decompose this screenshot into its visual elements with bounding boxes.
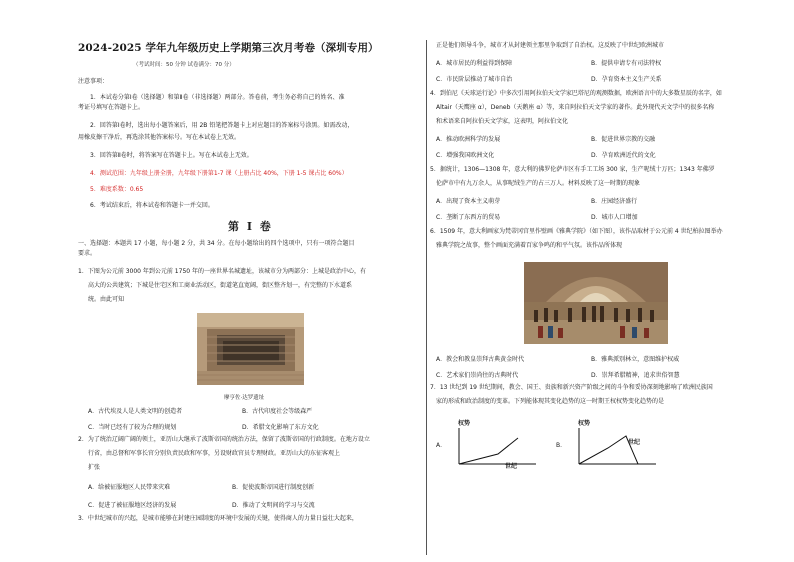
- q1-line: 高大的公共建筑；下城是住宅区和工商业活动区，街道笔直宽阔，街区整齐划一，有完整的下水道系: [88, 282, 353, 289]
- q4-option-c[interactable]: C．增强我国欧洲文化: [436, 152, 495, 159]
- q2-option-b[interactable]: B．促使波斯帝国进行制度创新: [232, 484, 315, 491]
- q1-line: 统。由此可知: [88, 296, 125, 303]
- q1-line: 1．下图为公元前 3000 年到公元前 1750 年的一座世界名城遗址，该城市分为两部分：上城是政治中心，有: [78, 268, 366, 275]
- q4-option-d[interactable]: D．孕育欧洲近代的文化: [591, 152, 656, 159]
- graph-b-y-label: 权势: [578, 420, 591, 427]
- note-line: 6．考试结束后，将本试卷和答题卡一并交回。: [90, 202, 214, 209]
- q5-option-d[interactable]: D．城市人口增加: [591, 214, 638, 221]
- q3-option-c[interactable]: C．市民阶层推动了城市自治: [436, 76, 513, 83]
- graph-a-option[interactable]: A．: [436, 442, 447, 449]
- q4-option-b[interactable]: B．促进世界宗教的交融: [591, 136, 656, 143]
- q6-option-a[interactable]: A．教会和教皇崇拜古典黄金时代: [436, 356, 525, 363]
- q5-option-a[interactable]: A．出现了资本主义萌芽: [436, 198, 501, 205]
- section-intro-line: 要求。: [78, 250, 97, 257]
- q6-option-c[interactable]: C．艺术家们崇尚往的古典时代: [436, 372, 519, 379]
- q2-option-d[interactable]: D．推动了文明间的学习与交流: [232, 502, 315, 509]
- q3-option-a[interactable]: A．城市居民的利益得到保障: [436, 60, 513, 67]
- q5-option-b[interactable]: B．庄园经济盛行: [591, 198, 638, 205]
- graph-a-y-label: 权势: [458, 420, 471, 427]
- q4-line: 和术语来自阿拉伯天文学家，这表明，阿拉伯文化: [436, 118, 569, 125]
- right-column: [430, 0, 766, 562]
- note-line-scope: 4．测试范围：九年级上册全册，九年级下册第1-7 课（上册占比 40%，下册 1-5 课占比 60%）: [90, 170, 348, 177]
- q3-cont-line: 正是他们领导斗争，城市才从封建领主那里争取到了自治权。这反映了中世纪欧洲城市: [436, 42, 665, 49]
- q7-line: 7．13 世纪到 19 世纪期间，教会、国王、贵族和新兴资产阶级之间的斗争和妥协深刻地影响了欧洲民族国: [430, 384, 713, 391]
- q4-line: 4．到伯尼《天球运行论》中多次引用阿拉伯天文学家巴塔尼的观测数据，欧洲语言中的大多数星辰的名字，如: [430, 90, 722, 97]
- graph-b-option[interactable]: B．: [556, 442, 567, 449]
- q1-option-d[interactable]: D．希腊文化影响了东方文化: [242, 424, 319, 431]
- q4-line: Altair（天鹰座 α），Deneb（天鹅座 α）等，来自阿拉伯天文学家的著作。此外现代天文学中的很多名称: [436, 104, 715, 111]
- q6-option-d[interactable]: D．崇拜希腊精神，追求世俗智慧: [591, 372, 680, 379]
- left-column: [78, 0, 420, 562]
- notes-heading: 注意事项：: [78, 78, 109, 85]
- graph-b-x-label: 世纪: [628, 439, 641, 446]
- school-of-athens-painting: [524, 262, 668, 344]
- graph-a-trend: [458, 428, 538, 466]
- q6-line: 雅典学院之故事，整个画面充满着百家争鸣的和平气氛。该作品所体现: [436, 242, 623, 249]
- q4-option-a[interactable]: A．推动欧洲科学的发展: [436, 136, 501, 143]
- q1-option-b[interactable]: B．古代印度社会等级森严: [242, 408, 313, 415]
- q6-option-b[interactable]: B．雅典派别林立，意图维护权威: [591, 356, 680, 363]
- q6-line: 6．1509 年，意大利画家为梵蒂冈宫里作壁画《雅典学院》（如下图），该作品取材于公元前 4 世纪柏拉图举办: [430, 228, 723, 235]
- q7-line: 家的形成和政治制度的变革。下列能体现其变化趋势的这一时期王权权势变化趋势的是: [436, 398, 665, 405]
- q5-line: 5．据统计，1306—1308 年，意大利的佛罗伦萨市区有手工工场 300 家，生产呢绒十万匹；1343 年佛罗: [430, 166, 715, 173]
- note-line: 1．本试卷分第Ⅰ卷（选择题）和第Ⅱ卷（非选择题）两部分。答卷前，考生务必将自己的姓名、准: [90, 94, 345, 101]
- q3-option-d[interactable]: D．孕育资本主义生产关系: [591, 76, 662, 83]
- exam-title: 2024-2025 学年九年级历史上学期第三次月考卷（深圳专用）: [78, 42, 379, 54]
- note-line-difficulty: 5．难度系数：0.65: [90, 186, 144, 193]
- note-line: 3．回答第Ⅱ卷时，将答案写在答题卡上。写在本试卷上无效。: [90, 152, 253, 159]
- q1-option-c[interactable]: C．当时已经有了较为合理的规划: [88, 424, 177, 431]
- q2-line: 2．为了统治辽阔广阔的领土，亚历山大继承了波斯帝国的统治方法，保留了波斯帝国的行政制度。在地方设立: [78, 436, 370, 443]
- mohenjo-daro-photo: [197, 313, 304, 385]
- section-title: 第 Ⅰ 卷: [228, 220, 273, 233]
- q1-photo-caption: 摩亨佐·达罗遗址: [224, 395, 265, 401]
- q5-option-c[interactable]: C．垄断了东西方的贸易: [436, 214, 501, 221]
- q2-option-c[interactable]: C．促进了被征服地区经济的发展: [88, 502, 177, 509]
- note-line: 考证号填写在答题卡上。: [78, 104, 145, 111]
- q3-line: 3．中世纪城市的兴起，是城市能够在封建庄园制度的环境中发展的关键，使得商人的力量日益壮大起来，: [78, 515, 358, 522]
- section-intro-line: 一、选择题：本题共 17 小题，每小题 2 分，共 34 分。在每小题给出的四个选项中，只有一项符合题目: [78, 240, 355, 247]
- q5-line: 伦萨市中有九万余人，从事呢绒生产的占三万人。材料反映了这一时期的现象: [436, 180, 641, 187]
- q2-option-a[interactable]: A．给被征服地区人民带来灾难: [88, 484, 171, 491]
- note-line: 2．回答第Ⅰ卷时，选出每小题答案后，用 2B 铅笔把答题卡上对应题目的答案标号涂黑。如需改动，: [90, 122, 354, 129]
- exam-subtitle: （考试时间：50 分钟 试卷满分：70 分）: [133, 62, 235, 68]
- note-line: 用橡皮擦干净后，再选涂其他答案标号。写在本试卷上无效。: [78, 134, 241, 141]
- q2-line: 扩张: [88, 464, 101, 471]
- graph-a-x-label: 世纪: [505, 463, 518, 470]
- q1-option-a[interactable]: A．古代埃及人是人类文明的创造者: [88, 408, 183, 415]
- column-divider: [426, 40, 427, 555]
- q3-option-b[interactable]: B．提供申请专有司法特权: [591, 60, 662, 67]
- graph-b-trend: [578, 428, 658, 466]
- q2-line: 行省，由总督和军事长官分别负责民政和军事，另设财政官员专理财政。亚历山大的东征客观上: [88, 450, 341, 457]
